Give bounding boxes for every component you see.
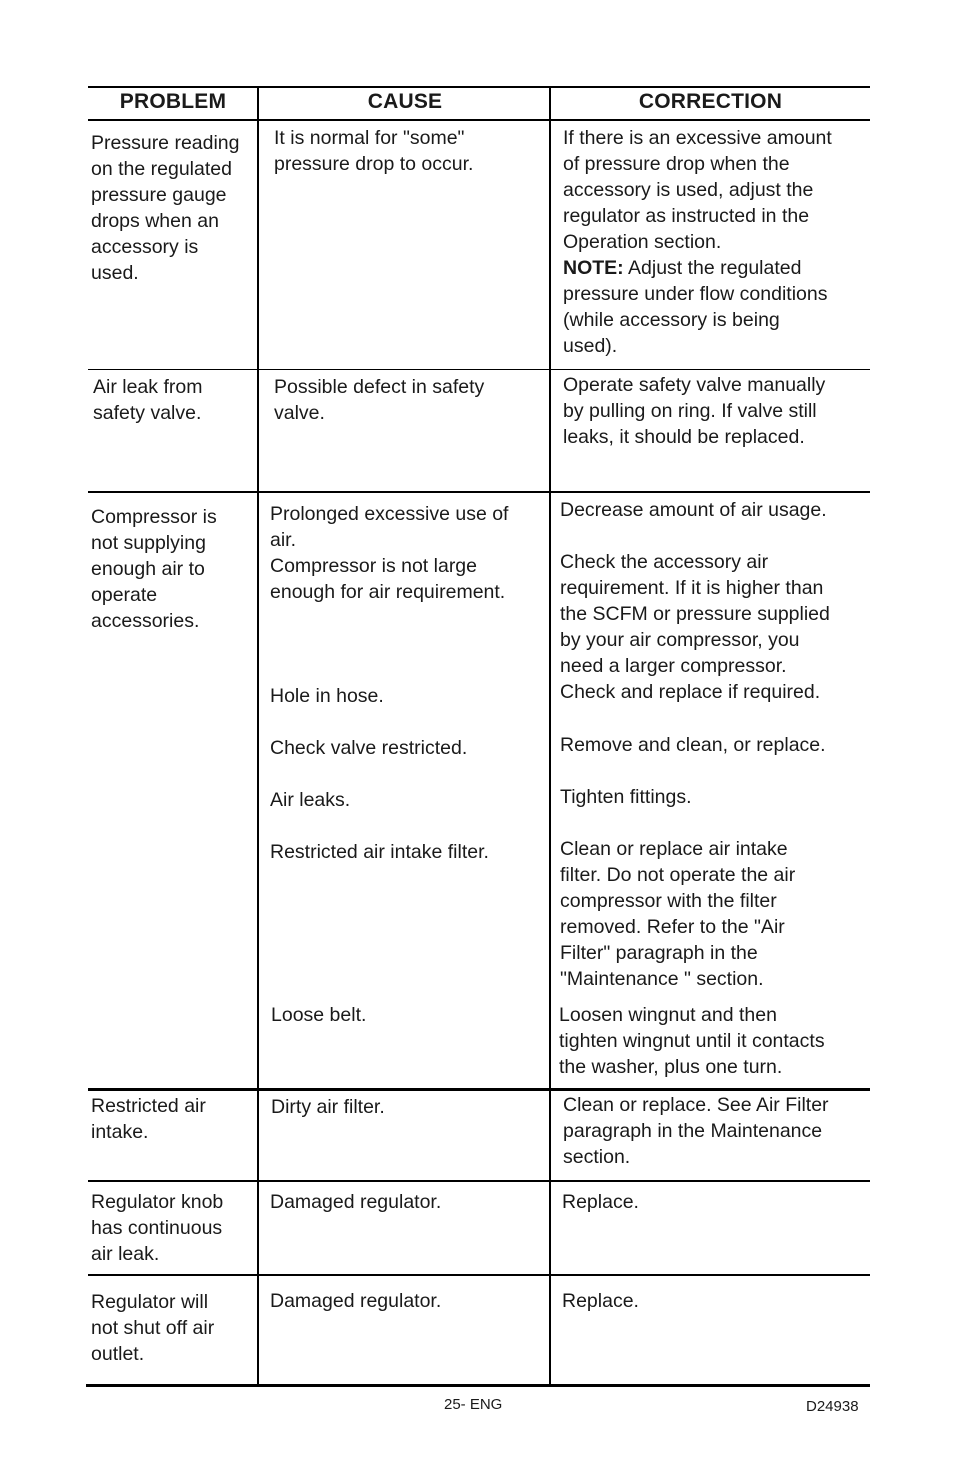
correction-cell: Decrease amount of air usage. bbox=[560, 499, 827, 521]
cause-cell: Hole in hose. bbox=[270, 685, 384, 707]
column-divider bbox=[549, 86, 551, 1386]
header-bottom-rule bbox=[88, 119, 870, 121]
correction-text: If there is an excessive amount of pressure drop when the accessory is used, adjust the regulator as instructed in the Operation section. bbox=[563, 127, 832, 253]
cause-cell: Damaged regulator. bbox=[270, 1191, 442, 1213]
problem-cell: Regulator knob has continuous air leak. bbox=[91, 1191, 224, 1265]
cause-cell: Air leaks. bbox=[270, 789, 351, 811]
document-code: D24938 bbox=[806, 1398, 859, 1415]
correction-cell: Replace. bbox=[562, 1290, 639, 1312]
correction-cell: Clean or replace air intake filter. Do not operate the air compressor with the filter removed. Refer to the "Air Filter" paragraph in the "Maintenance " section. bbox=[560, 838, 796, 990]
correction-cell: Check the accessory air requirement. If it is higher than the SCFM or pressure supplied by your air compressor, you need a larger compressor. Check and replace if required. bbox=[560, 551, 830, 703]
cause-cell: Dirty air filter. bbox=[271, 1096, 385, 1118]
correction-cell: Loosen wingnut and then tighten wingnut until it contacts the washer, plus one turn. bbox=[559, 1004, 825, 1078]
cause-cell: Prolonged excessive use of air. Compressor is not large enough for air requirement. bbox=[270, 503, 509, 603]
cause-cell: Possible defect in safety valve. bbox=[274, 376, 485, 424]
header-correction: CORRECTION bbox=[638, 90, 783, 113]
page-number: 25- ENG bbox=[444, 1396, 503, 1413]
correction-cell: Clean or replace. See Air Filter paragraph in the Maintenance section. bbox=[563, 1094, 829, 1168]
table-bottom-rule bbox=[86, 1384, 870, 1387]
problem-cell: Pressure reading on the regulated pressure gauge drops when an accessory is used. bbox=[91, 132, 240, 284]
table-top-rule bbox=[88, 86, 870, 88]
cause-cell: It is normal for "some" pressure drop to occur. bbox=[274, 127, 474, 175]
cause-cell: Damaged regulator. bbox=[270, 1290, 442, 1312]
cause-cell: Restricted air intake filter. bbox=[270, 841, 489, 863]
note-label: NOTE: bbox=[563, 257, 624, 279]
correction-cell: Operate safety valve manually by pulling on ring. If valve still leaks, it should be replaced. bbox=[563, 374, 826, 448]
column-divider bbox=[257, 86, 259, 1386]
cause-cell: Loose belt. bbox=[271, 1004, 367, 1026]
row-divider bbox=[88, 1088, 870, 1091]
correction-cell bbox=[563, 125, 868, 359]
correction-cell: Remove and clean, or replace. bbox=[560, 734, 826, 756]
note-text: Adjust the regulated pressure under flow conditions (while accessory is being used). bbox=[563, 257, 828, 357]
correction-cell: Tighten fittings. bbox=[560, 786, 692, 808]
problem-cell: Regulator will not shut off air outlet. bbox=[91, 1291, 215, 1365]
problem-cell: Restricted air intake. bbox=[91, 1095, 206, 1143]
row-divider bbox=[88, 1180, 870, 1182]
correction-cell: Replace. bbox=[562, 1191, 639, 1213]
row-divider bbox=[88, 1274, 870, 1276]
row-divider bbox=[88, 369, 870, 370]
row-divider bbox=[88, 491, 870, 493]
header-cause: CAUSE bbox=[367, 90, 443, 113]
cause-cell: Check valve restricted. bbox=[270, 737, 468, 759]
header-problem: PROBLEM bbox=[119, 90, 227, 113]
problem-cell: Compressor is not supplying enough air to operate accessories. bbox=[91, 506, 217, 632]
problem-cell: Air leak from safety valve. bbox=[93, 376, 203, 424]
